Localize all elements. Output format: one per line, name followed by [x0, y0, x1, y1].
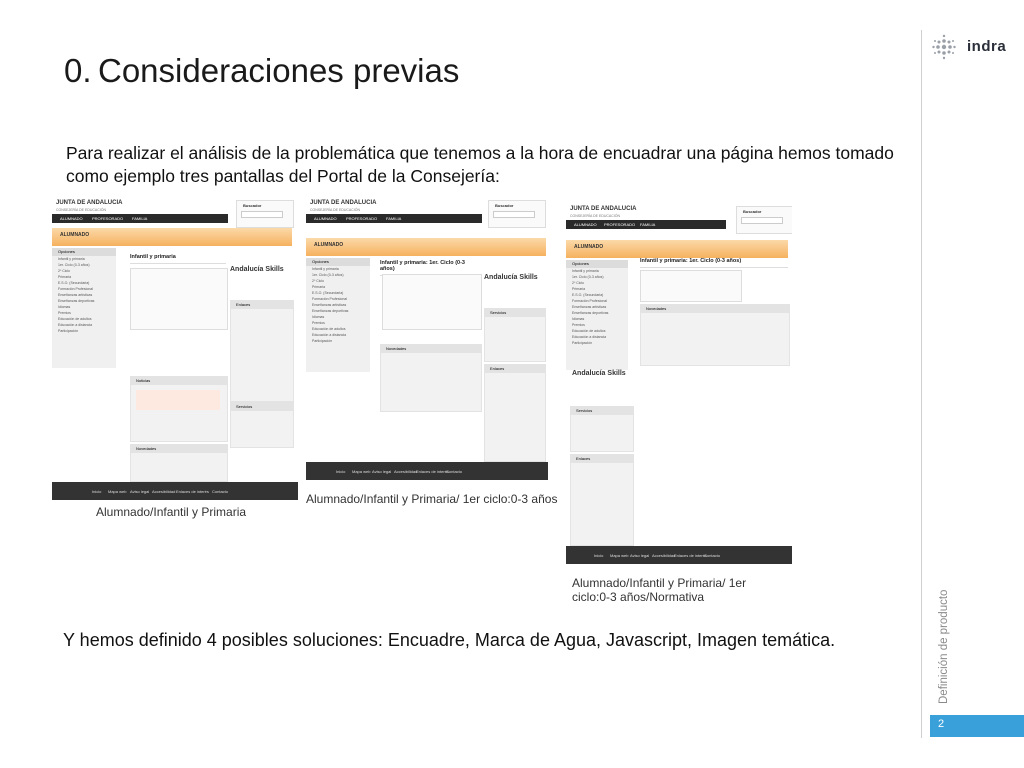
screenshot-normativa — [566, 204, 792, 568]
panel-head: Noticias — [131, 377, 227, 385]
banner-label: ALUMNADO — [574, 244, 604, 250]
left-menu-item[interactable]: 2º Ciclo — [312, 279, 324, 283]
panel-head: Enlaces — [231, 301, 293, 309]
footer-link[interactable]: Enlaces de interés — [674, 553, 707, 558]
left-menu-item[interactable]: Formación Profesional — [58, 287, 94, 291]
nav-item-alumnado[interactable]: ALUMNADO — [60, 216, 83, 221]
footer-link[interactable]: Accesibilidad — [152, 489, 176, 494]
intro-text: Para realizar el análisis de la problemática que tenemos a la hora de encuadrar una página hemos tomado como ejemplo tres pantallas del Portal de la Consejería: — [66, 143, 894, 186]
main-content — [130, 254, 226, 264]
footer-link[interactable]: Inicio — [594, 553, 604, 558]
panel-head: Enlaces — [571, 455, 633, 463]
footer-link[interactable]: Contacto — [212, 489, 229, 494]
search-input[interactable] — [741, 217, 783, 224]
left-menu-head: Opciones — [306, 258, 370, 266]
panel-head: Servicios — [485, 309, 545, 317]
site-brand-sub: CONSEJERÍA DE EDUCACIÓN — [56, 208, 106, 212]
left-menu-item[interactable]: Enseñanzas deportivas — [312, 309, 349, 313]
footer-link[interactable]: Aviso legal — [130, 489, 150, 494]
site-brand: JUNTA DE ANDALUCIA — [310, 200, 377, 206]
footer-link[interactable]: Enlaces de interés — [176, 489, 209, 494]
search-label: Buscador — [743, 209, 762, 214]
left-menu-head: Opciones — [52, 248, 116, 256]
section-label — [930, 580, 954, 704]
news-highlight — [136, 390, 220, 410]
page-number: 2 — [938, 718, 945, 730]
left-menu-item[interactable]: Educación a distancia — [312, 333, 347, 337]
slide-title — [64, 52, 459, 90]
screenshot-primer-ciclo — [306, 198, 548, 488]
content-title: Infantil y primaria: 1er. Ciclo (0-3 años) — [640, 258, 742, 264]
nav-item-alumnado[interactable]: ALUMNADO — [574, 222, 597, 227]
left-menu-item[interactable]: Enseñanzas artísticas — [572, 305, 607, 309]
section-banner — [566, 240, 788, 258]
nav-item-profesorado[interactable]: PROFESORADO — [346, 216, 378, 221]
left-menu-item[interactable]: Infantil y primaria — [312, 267, 339, 271]
site-header — [566, 204, 792, 234]
site-footer — [52, 482, 298, 500]
screenshot-caption-3: Alumnado/Infantil y Primaria/ 1er ciclo:0-3 años/Normativa — [572, 576, 747, 604]
footer-link[interactable]: Accesibilidad — [652, 553, 676, 558]
footer-link[interactable]: Inicio — [92, 489, 102, 494]
panel-head: Servicios — [231, 403, 293, 411]
section-label-text: Definición de producto — [938, 589, 950, 704]
left-menu-item[interactable]: Educación de adultos — [572, 329, 606, 333]
panel-head: Novedades — [131, 445, 227, 453]
left-menu-head: Opciones — [566, 260, 628, 268]
footer-link[interactable]: Contacto — [446, 469, 463, 474]
services-panel — [230, 402, 294, 448]
outro-text: Y hemos definido 4 posibles soluciones: Encuadre, Marca de Agua, Javascript, Imagen temática. — [63, 630, 836, 650]
footer-link[interactable]: Accesibilidad — [394, 469, 418, 474]
site-brand-sub: CONSEJERÍA DE EDUCACIÓN — [570, 214, 620, 218]
left-menu-item[interactable]: Formación Profesional — [572, 299, 608, 303]
left-menu-item[interactable]: Formación Profesional — [312, 297, 348, 301]
left-menu-item[interactable]: Participación — [312, 339, 333, 343]
footer-link[interactable]: Inicio — [336, 469, 346, 474]
left-menu-item[interactable]: Primaria — [312, 285, 326, 289]
left-menu-item[interactable]: Enseñanzas deportivas — [572, 311, 609, 315]
left-menu-item[interactable]: Enseñanzas artísticas — [58, 293, 93, 297]
footer-link[interactable]: Enlaces de interés — [416, 469, 449, 474]
nav-item-alumnado[interactable]: ALUMNADO — [314, 216, 337, 221]
search-input[interactable] — [493, 211, 535, 218]
left-menu-item[interactable]: Primaria — [572, 287, 586, 291]
links-panel — [230, 300, 294, 402]
left-menu-item[interactable]: Infantil y primaria — [572, 269, 599, 273]
links-panel — [570, 454, 634, 546]
footer-link[interactable]: Aviso legal — [630, 553, 650, 558]
left-menu-item[interactable]: 2º Ciclo — [58, 269, 70, 273]
panel-head: Novedades — [381, 345, 481, 353]
media-placeholder — [130, 268, 228, 330]
site-nav — [306, 214, 482, 223]
title-text: Consideraciones previas — [98, 52, 460, 89]
panel-head: Servicios — [571, 407, 633, 415]
left-menu-item[interactable]: Educación a distancia — [572, 335, 607, 339]
main-content — [640, 258, 788, 268]
divider — [640, 267, 788, 268]
search-label: Buscador — [243, 203, 262, 208]
skills-title: Andalucía Skills — [230, 266, 284, 273]
left-menu-item[interactable]: E.S.O. (Secundaria) — [312, 291, 344, 295]
panel-head: Enlaces — [485, 365, 545, 373]
updates-panel — [130, 444, 228, 482]
nav-item-familia[interactable]: FAMILIA — [640, 222, 656, 227]
left-menu-item[interactable]: Participación — [58, 329, 79, 333]
search-box — [736, 206, 792, 234]
divider — [130, 263, 226, 264]
footer-link[interactable]: Mapa web — [108, 489, 127, 494]
panel-head: Novedades — [641, 305, 789, 313]
search-label: Buscador — [495, 203, 514, 208]
left-menu — [52, 248, 116, 368]
vertical-divider — [921, 30, 922, 738]
site-nav — [566, 220, 726, 229]
left-menu-item[interactable]: Idiomas — [572, 317, 585, 321]
left-menu-item[interactable]: Educación a distancia — [58, 323, 93, 327]
site-nav — [52, 214, 228, 223]
left-menu-item[interactable]: 1er. Ciclo (0-3 años) — [312, 273, 344, 277]
news-panel — [380, 344, 482, 412]
content-title: Infantil y primaria — [130, 254, 176, 260]
site-header — [306, 198, 548, 228]
media-placeholder — [382, 274, 482, 330]
services-panel — [484, 308, 546, 362]
left-menu-item[interactable]: Enseñanzas deportivas — [58, 299, 95, 303]
screenshot-caption-2: Alumnado/Infantil y Primaria/ 1er ciclo:0-3 años — [306, 492, 558, 506]
links-panel — [484, 364, 546, 462]
footer-link[interactable]: Aviso legal — [372, 469, 392, 474]
normativa-list — [640, 270, 742, 302]
left-menu-item[interactable]: Infantil y primaria — [58, 257, 85, 261]
left-menu — [566, 260, 628, 370]
title-number: 0. — [64, 52, 92, 89]
skills-title: Andalucía Skills — [484, 274, 538, 281]
updates-panel — [640, 304, 790, 366]
section-banner — [52, 228, 292, 246]
left-menu-item[interactable]: Participación — [572, 341, 593, 345]
left-menu-item[interactable]: E.S.O. (Secundaria) — [58, 281, 90, 285]
banner-label: ALUMNADO — [314, 242, 344, 248]
site-brand: JUNTA DE ANDALUCIA — [56, 200, 123, 206]
left-menu-item[interactable]: Premios — [312, 321, 325, 325]
content-title: Infantil y primaria: 1er. Ciclo (0-3 años) — [380, 260, 465, 272]
nav-item-profesorado[interactable]: PROFESORADO — [604, 222, 636, 227]
section-banner — [306, 238, 546, 256]
search-box — [488, 200, 546, 228]
search-input[interactable] — [241, 211, 283, 218]
site-brand: JUNTA DE ANDALUCIA — [570, 206, 637, 212]
nav-item-familia[interactable]: FAMILIA — [132, 216, 148, 221]
left-menu-item[interactable]: Premios — [572, 323, 585, 327]
left-menu-item[interactable]: Enseñanzas artísticas — [312, 303, 347, 307]
screenshot-alumnado-infantil — [52, 198, 298, 500]
left-menu — [306, 258, 370, 372]
footer-link[interactable]: Contacto — [704, 553, 721, 558]
left-menu-item[interactable]: 1er. Ciclo (0-3 años) — [58, 263, 90, 267]
skills-title: Andalucía Skills — [572, 370, 626, 377]
left-menu-item[interactable]: Premios — [58, 311, 71, 315]
left-menu-item[interactable]: Educación de adultos — [58, 317, 92, 321]
footer-link[interactable]: Mapa web — [610, 553, 629, 558]
site-footer — [306, 462, 548, 480]
left-menu-item[interactable]: Idiomas — [58, 305, 71, 309]
footer-link[interactable]: Mapa web — [352, 469, 371, 474]
left-menu-item[interactable]: Primaria — [58, 275, 72, 279]
left-menu-item[interactable]: E.S.O. (Secundaria) — [572, 293, 604, 297]
page-number-badge — [930, 715, 1024, 737]
site-brand-sub: CONSEJERÍA DE EDUCACIÓN — [310, 208, 360, 212]
search-box — [236, 200, 294, 228]
logo-wordmark: indra — [967, 38, 1007, 55]
left-menu-item[interactable]: 2º Ciclo — [572, 281, 584, 285]
left-menu-item[interactable]: Idiomas — [312, 315, 325, 319]
services-panel — [570, 406, 634, 452]
screenshot-caption-1: Alumnado/Infantil y Primaria — [96, 505, 247, 519]
nav-item-familia[interactable]: FAMILIA — [386, 216, 402, 221]
left-menu-item[interactable]: 1er. Ciclo (0-3 años) — [572, 275, 604, 279]
site-header — [52, 198, 298, 228]
banner-label: ALUMNADO — [60, 232, 90, 238]
site-footer — [566, 546, 792, 564]
left-menu-item[interactable]: Educación de adultos — [312, 327, 346, 331]
nav-item-profesorado[interactable]: PROFESORADO — [92, 216, 124, 221]
